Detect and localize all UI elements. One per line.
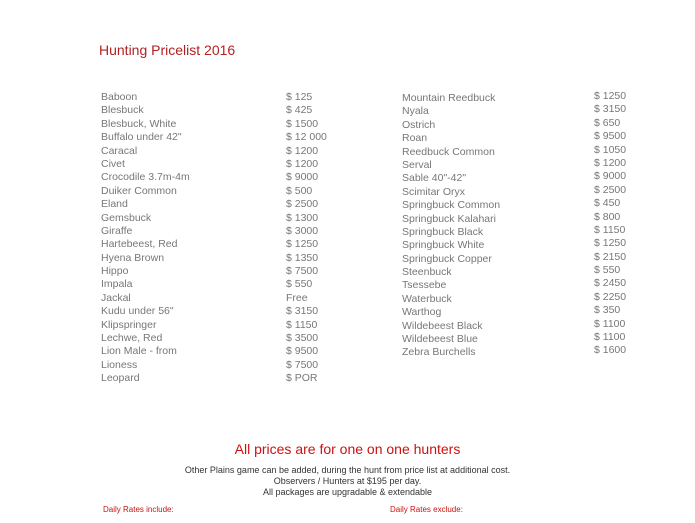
- species-name: Klipspringer: [101, 318, 157, 331]
- footer-note-observers: Observers / Hunters at $195 per day.: [273, 476, 422, 486]
- species-price: $ 1600: [594, 344, 627, 357]
- species-name: Reedbuck Common: [402, 145, 495, 158]
- species-name: Duiker Common: [101, 184, 177, 197]
- species-price: $ 7500: [286, 265, 319, 278]
- left-species-list: [101, 91, 190, 386]
- species-price: $ 12 000: [286, 131, 327, 144]
- species-name: Springbuck Black: [402, 225, 484, 238]
- species-price: $ 3000: [286, 224, 319, 237]
- species-price: $ 3500: [286, 332, 319, 345]
- daily-rates-exclude-label: Daily Rates exclude:: [390, 505, 463, 514]
- species-price: $ 1250: [594, 90, 627, 102]
- species-name: Springbuck Copper: [402, 252, 492, 265]
- species-name: Tsessebe: [402, 279, 447, 292]
- species-name: Mountain Reedbuck: [402, 92, 496, 104]
- species-price: $ 1100: [594, 317, 626, 330]
- daily-rates-include-label: Daily Rates include:: [103, 505, 174, 514]
- species-price: $ 1250: [594, 237, 627, 250]
- species-name: Serval: [402, 158, 432, 171]
- species-name: Waterbuck: [402, 292, 452, 305]
- species-name: Kudu under 56": [101, 305, 174, 318]
- species-name: Hartebeest, Red: [101, 238, 178, 251]
- species-name: Hyena Brown: [101, 251, 165, 264]
- footer-note-packages: All packages are upgradable & extendable: [262, 487, 433, 497]
- species-price: $ 1050: [594, 143, 627, 156]
- species-name: Giraffe: [101, 224, 133, 237]
- species-price: $ 1150: [594, 223, 626, 236]
- species-name: Buffalo under 42": [101, 131, 182, 144]
- species-price: Free: [286, 291, 308, 304]
- species-name: Lechwe, Red: [101, 332, 163, 345]
- species-price: $ 2150: [594, 250, 627, 263]
- species-price: $ 650: [594, 116, 621, 129]
- species-price: $ 1150: [286, 318, 318, 331]
- footer-heading: All prices are for one on one hunters: [234, 441, 461, 457]
- species-price: $ 9000: [594, 170, 627, 183]
- species-name: Nyala: [402, 105, 429, 118]
- species-price: $ 1500: [286, 117, 319, 130]
- species-price: $ 350: [594, 304, 621, 317]
- species-name: Leopard: [101, 372, 140, 385]
- species-price: $ 2500: [286, 198, 319, 211]
- species-name: Springbuck Common: [402, 199, 501, 212]
- species-name: Wildebeest Blue: [402, 333, 478, 346]
- footer-note-additional-game: Other Plains game can be added, during the hunt from price list at additional cost.: [184, 465, 511, 475]
- species-name: Baboon: [101, 91, 138, 103]
- species-price: $ 3150: [286, 305, 319, 318]
- species-price: $ POR: [286, 372, 318, 385]
- right-price-list: [594, 90, 626, 358]
- species-name: Blesbuck, White: [101, 117, 177, 130]
- species-price: $ 1350: [286, 251, 319, 264]
- species-price: $ 1100: [594, 331, 626, 344]
- species-price: $ 1200: [286, 144, 319, 157]
- species-name: Civet: [101, 157, 125, 170]
- species-price: $ 125: [286, 91, 313, 103]
- species-price: $ 550: [286, 278, 313, 291]
- species-price: $ 550: [594, 264, 621, 277]
- species-price: $ 7500: [286, 358, 319, 371]
- species-price: $ 2450: [594, 277, 627, 290]
- species-price: $ 800: [594, 210, 621, 223]
- species-name: Scimitar Oryx: [402, 185, 465, 198]
- species-name: Ostrich: [402, 118, 436, 131]
- species-price: $ 9000: [286, 171, 319, 184]
- page-title: Hunting Pricelist 2016: [99, 42, 236, 58]
- species-name: Roan: [402, 132, 428, 145]
- species-price: $ 3150: [594, 103, 627, 116]
- species-name: Warthog: [402, 306, 442, 319]
- species-name: Springbuck White: [402, 239, 485, 252]
- species-name: Lion Male - from: [101, 345, 177, 358]
- species-name: Springbuck Kalahari: [402, 212, 496, 225]
- species-name: Eland: [101, 198, 128, 211]
- species-price: $ 9500: [286, 345, 319, 358]
- species-name: Jackal: [101, 291, 131, 304]
- species-price: $ 450: [594, 197, 621, 210]
- species-name: Blesbuck: [101, 104, 144, 117]
- species-price: $ 425: [286, 104, 313, 117]
- species-price: $ 1200: [594, 156, 627, 169]
- species-name: Impala: [101, 278, 133, 291]
- species-price: $ 2500: [594, 183, 627, 196]
- species-name: Hippo: [101, 265, 129, 278]
- species-name: Crocodile 3.7m-4m: [101, 171, 190, 184]
- species-name: Zebra Burchells: [402, 346, 476, 359]
- species-price: $ 1250: [286, 238, 319, 251]
- species-name: Caracal: [101, 144, 138, 157]
- species-price: $ 1200: [286, 157, 319, 170]
- species-price: $ 1300: [286, 211, 319, 224]
- species-price: $ 2250: [594, 290, 627, 303]
- species-name: Sable 40"-42": [402, 172, 467, 185]
- right-species-list: [402, 92, 500, 360]
- species-name: Wildebeest Black: [402, 319, 483, 332]
- species-name: Gemsbuck: [101, 211, 152, 224]
- species-name: Lioness: [101, 358, 138, 371]
- left-price-list: [286, 91, 327, 386]
- species-price: $ 9500: [594, 130, 627, 143]
- species-name: Steenbuck: [402, 266, 452, 279]
- species-price: $ 500: [286, 184, 313, 197]
